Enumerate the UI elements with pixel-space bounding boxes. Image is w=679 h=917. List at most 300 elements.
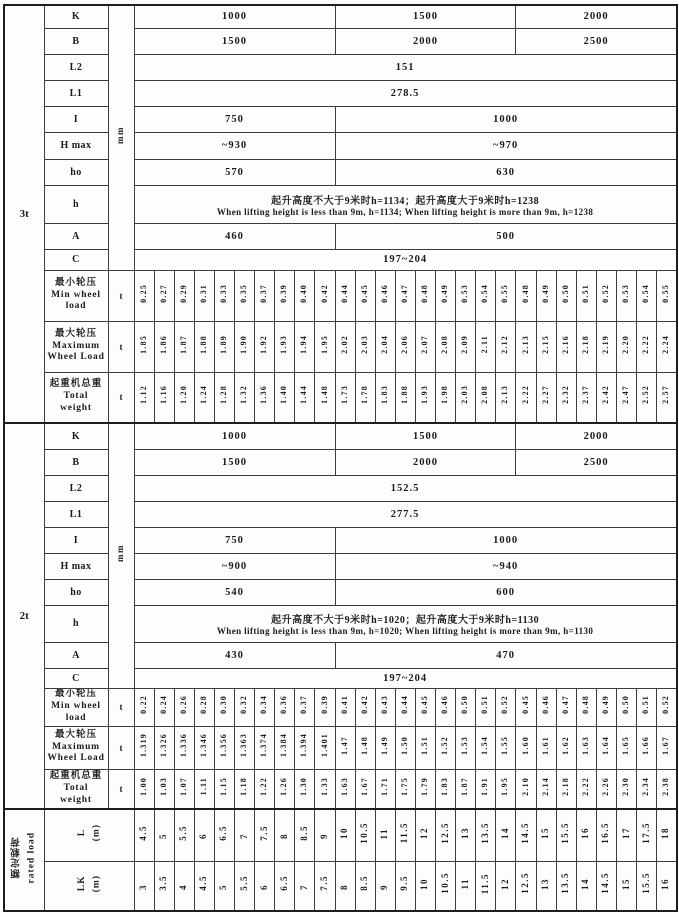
span-value: 13.5 <box>560 872 571 895</box>
load-value-cell <box>154 726 174 769</box>
load-value: 1.48 <box>359 735 369 755</box>
span-value: 16.5 <box>600 821 611 844</box>
load-value-cell <box>435 688 455 726</box>
span-value: 12 <box>419 827 430 840</box>
span-value-cell <box>335 861 355 911</box>
load-value: 0.25 <box>138 283 148 303</box>
unit-t-cell <box>108 688 134 726</box>
span-value: 11 <box>459 878 470 890</box>
load-value-cell <box>134 726 154 769</box>
load-value: 0.40 <box>299 283 309 303</box>
load-value: 1.67 <box>661 735 671 755</box>
load-value-cell <box>295 726 315 769</box>
load-value: 1.85 <box>138 334 148 354</box>
load-value-cell <box>476 688 496 726</box>
load-value-cell <box>214 270 234 321</box>
span-value-cell <box>315 809 335 861</box>
load-value: 1.384 <box>279 733 289 757</box>
load-value: 1.33 <box>319 776 329 796</box>
load-value: 2.04 <box>379 334 389 354</box>
span-value: 10.5 <box>439 872 450 895</box>
load-value: 1.63 <box>580 735 590 755</box>
span-value-cell <box>295 861 315 911</box>
dim-value: 1500 <box>222 35 247 47</box>
load-value: 1.18 <box>239 776 249 796</box>
load-value-cell <box>516 726 536 769</box>
unit-t-cell <box>108 769 134 809</box>
load-value-cell <box>154 321 174 372</box>
load-value: 0.33 <box>219 283 229 303</box>
load-value-cell <box>214 726 234 769</box>
load-value-cell <box>415 726 435 769</box>
dim-value: 2000 <box>583 430 609 442</box>
span-value-cell <box>275 861 295 911</box>
load-value: 1.98 <box>440 385 450 405</box>
span-value: 8 <box>339 883 350 890</box>
load-value: 2.37 <box>580 385 590 405</box>
param-label-cell <box>44 223 108 249</box>
dim-value-cell <box>134 668 677 688</box>
load-value: 2.13 <box>520 334 530 354</box>
load-value: 0.54 <box>641 283 651 303</box>
span-value-cell <box>516 809 536 861</box>
param-label-i: I <box>73 113 79 125</box>
load-value: 1.346 <box>198 733 208 757</box>
span-value-cell <box>154 861 174 911</box>
load-value-cell <box>174 726 194 769</box>
load-row-label-line: Maximum <box>52 340 100 351</box>
load-row-label-line: Min wheel <box>51 701 101 712</box>
load-value: 1.60 <box>520 735 530 755</box>
load-value-cell <box>657 321 677 372</box>
load-value: 0.54 <box>480 283 490 303</box>
dim-value-cell <box>335 28 516 54</box>
load-value-cell <box>576 769 596 809</box>
load-value-cell <box>456 321 476 372</box>
load-value: 0.35 <box>239 283 249 303</box>
load-value: 0.49 <box>440 283 450 303</box>
span-value-cell <box>637 861 657 911</box>
load-value: 2.13 <box>500 385 510 405</box>
load-value-cell <box>476 769 496 809</box>
param-label-b: B <box>72 35 80 47</box>
load-value-cell <box>435 270 455 321</box>
dim-value: 1000 <box>222 11 247 23</box>
load-value: 1.15 <box>219 776 229 796</box>
span-value-cell <box>657 861 677 911</box>
load-value-cell <box>154 769 174 809</box>
load-value-cell <box>375 769 395 809</box>
load-value-cell <box>315 688 335 726</box>
unit-t-label: t <box>119 783 123 794</box>
load-value-cell <box>415 372 435 423</box>
load-value-cell <box>295 270 315 321</box>
dim-value: 600 <box>496 586 515 598</box>
dim-value-cell <box>335 5 516 28</box>
span-value-cell <box>576 809 596 861</box>
load-row-label-line: 最大轮压 <box>54 729 97 740</box>
dim-value: 1000 <box>493 113 519 125</box>
load-value-cell <box>556 726 576 769</box>
load-value-cell <box>174 688 194 726</box>
load-value-cell <box>194 372 214 423</box>
load-value: 1.356 <box>219 733 229 757</box>
dim-value-cell <box>335 106 677 132</box>
dim-value: 2500 <box>583 456 609 468</box>
dim-value: 278.5 <box>390 87 420 99</box>
load-value-cell <box>596 726 616 769</box>
load-value: 1.50 <box>399 735 409 755</box>
load-value: 1.93 <box>279 334 289 354</box>
load-value: 0.50 <box>460 695 470 714</box>
load-row-label-line: Min wheel <box>51 289 101 300</box>
load-value: 1.32 <box>239 385 249 405</box>
param-label-cell <box>44 28 108 54</box>
load-value-cell <box>395 321 415 372</box>
span-value: 15 <box>540 827 551 840</box>
load-value-cell <box>275 688 295 726</box>
load-value-cell <box>355 688 375 726</box>
load-value-cell <box>476 726 496 769</box>
span-label-unit: (m) <box>91 874 101 892</box>
load-value: 0.48 <box>580 695 590 714</box>
unit-mm-cell <box>108 5 134 270</box>
load-value: 1.87 <box>460 776 470 796</box>
span-value: 8.5 <box>298 824 309 841</box>
load-value: 1.88 <box>399 385 409 405</box>
load-value-cell <box>194 321 214 372</box>
load-value: 1.87 <box>178 334 188 354</box>
load-value-cell <box>637 321 657 372</box>
load-value: 1.48 <box>319 385 329 405</box>
load-value: 0.45 <box>359 283 369 303</box>
span-value: 13 <box>540 877 551 890</box>
unit-t-label: t <box>119 341 123 352</box>
load-value: 0.28 <box>198 695 208 714</box>
span-value: 10 <box>419 877 430 890</box>
span-value-cell <box>596 861 616 911</box>
dim-value: 277.5 <box>390 508 420 520</box>
span-value: 11.5 <box>479 872 490 894</box>
span-value-cell <box>315 861 335 911</box>
load-value: 1.62 <box>560 735 570 755</box>
span-value: 14.5 <box>520 821 531 844</box>
load-row-label-cell <box>44 769 108 809</box>
load-value-cell <box>295 372 315 423</box>
load-value-cell <box>657 372 677 423</box>
load-value-cell <box>556 688 576 726</box>
span-value: 12.5 <box>439 821 450 844</box>
load-value-cell <box>496 270 516 321</box>
load-value: 2.47 <box>621 385 631 405</box>
load-value: 1.49 <box>379 735 389 755</box>
unit-t-cell <box>108 372 134 423</box>
load-value-cell <box>435 321 455 372</box>
group-label-2t: 2t <box>19 610 29 622</box>
param-label-h-max: H max <box>60 140 92 151</box>
rated-load-label <box>10 832 39 883</box>
load-value-cell <box>174 769 194 809</box>
load-value: 2.24 <box>661 334 671 354</box>
load-value: 0.42 <box>319 283 329 303</box>
dim-value: 750 <box>225 113 244 125</box>
load-value: 2.57 <box>661 385 671 405</box>
load-value-cell <box>134 769 154 809</box>
param-label-cell <box>44 249 108 270</box>
load-value-cell <box>194 688 214 726</box>
span-value-cell <box>154 809 174 861</box>
dim-value: 540 <box>225 586 244 598</box>
span-value-cell <box>255 809 275 861</box>
span-value-cell <box>536 861 556 911</box>
load-value-cell <box>315 270 335 321</box>
span-label-letter: L <box>76 829 87 837</box>
span-value-cell <box>355 861 375 911</box>
span-value: 5 <box>158 833 169 840</box>
span-value: 3.5 <box>158 875 169 892</box>
span-value-cell <box>174 861 194 911</box>
load-row-label-line: Wheel Load <box>47 352 105 363</box>
dim-value-cell <box>134 223 335 249</box>
span-value-cell <box>395 861 415 911</box>
dim-value: 570 <box>225 166 244 178</box>
load-value-cell <box>355 726 375 769</box>
load-value: 2.18 <box>560 776 570 796</box>
unit-t-cell <box>108 321 134 372</box>
load-value-cell <box>154 270 174 321</box>
load-value-cell <box>516 270 536 321</box>
load-value: 0.39 <box>279 283 289 303</box>
load-value: 1.28 <box>219 385 229 405</box>
span-value-cell <box>214 861 234 911</box>
load-value: 0.48 <box>420 283 430 303</box>
param-label-h: h <box>72 618 80 629</box>
load-value: 0.55 <box>500 283 510 303</box>
param-label-cell <box>44 80 108 106</box>
span-value: 6 <box>198 833 209 840</box>
span-value: 11 <box>379 827 390 840</box>
load-row-label-line: Total <box>63 391 89 402</box>
load-value: 1.64 <box>600 735 610 755</box>
load-value: 0.45 <box>420 695 430 714</box>
span-value-cell <box>335 809 355 861</box>
load-value-cell <box>234 726 254 769</box>
load-value: 0.53 <box>460 283 470 303</box>
load-value: 0.30 <box>219 695 229 714</box>
lifting-height-note-cn: 起升高度不大于9米时h=1134；起升高度大于9米时h=1238 <box>271 195 540 207</box>
span-value-cell <box>295 809 315 861</box>
rated-load-group-cell <box>4 809 44 911</box>
span-value: 4.5 <box>138 824 149 841</box>
load-value: 2.42 <box>600 385 610 405</box>
load-row-label-line: 最大轮压 <box>54 328 97 339</box>
load-value-cell <box>335 688 355 726</box>
rated-load-label-en: rated load <box>26 831 37 884</box>
load-value: 0.44 <box>339 283 349 303</box>
load-value: 1.54 <box>480 735 490 755</box>
load-value-cell <box>375 688 395 726</box>
load-value: 1.12 <box>138 385 148 405</box>
load-value: 0.27 <box>158 283 168 303</box>
span-value: 12 <box>499 877 510 890</box>
param-label-cell <box>44 5 108 28</box>
load-value: 2.18 <box>580 334 590 354</box>
load-value-cell <box>174 372 194 423</box>
load-value-cell <box>214 372 234 423</box>
load-value-cell <box>154 372 174 423</box>
span-value: 7.5 <box>258 824 269 841</box>
load-value: 0.45 <box>520 695 530 714</box>
load-value-cell <box>275 270 295 321</box>
load-value-cell <box>435 726 455 769</box>
load-value-cell <box>536 372 556 423</box>
load-value-cell <box>395 270 415 321</box>
load-value-cell <box>516 321 536 372</box>
dim-value: ~900 <box>221 560 248 572</box>
load-row-label-cell <box>44 372 108 423</box>
load-value: 0.32 <box>239 695 249 714</box>
span-value: 17.5 <box>640 821 651 844</box>
param-label-cell <box>44 553 108 579</box>
dim-value-cell <box>134 423 335 449</box>
load-value: 1.22 <box>259 776 269 796</box>
load-value: 0.47 <box>399 283 409 303</box>
span-value-cell <box>174 809 194 861</box>
load-row-label-line: 起重机总重 <box>49 770 103 781</box>
load-value-cell <box>234 688 254 726</box>
span-value-cell <box>134 861 154 911</box>
span-label-unit: (m) <box>91 824 101 842</box>
load-value: 1.79 <box>420 776 430 796</box>
span-value-cell <box>194 809 214 861</box>
span-value: 5.5 <box>238 875 249 892</box>
load-value-cell <box>255 321 275 372</box>
span-value: 13.5 <box>479 821 490 844</box>
param-label-c: C <box>72 254 80 265</box>
load-value-cell <box>214 769 234 809</box>
load-value: 1.53 <box>460 735 470 755</box>
load-value: 1.24 <box>198 385 208 405</box>
load-value: 0.53 <box>621 283 631 303</box>
load-value-cell <box>536 726 556 769</box>
dim-value-cell <box>134 159 335 185</box>
param-label-cell <box>44 579 108 605</box>
span-value: 5.5 <box>178 824 189 841</box>
span-value-cell <box>556 809 576 861</box>
load-value-cell <box>476 270 496 321</box>
load-value-cell <box>315 321 335 372</box>
load-value: 1.363 <box>239 733 249 757</box>
span-value: 15.5 <box>640 872 651 895</box>
dim-value: 500 <box>496 230 515 242</box>
load-value: 1.51 <box>420 735 430 755</box>
load-value: 2.15 <box>540 334 550 354</box>
span-value-cell <box>496 809 516 861</box>
load-value: 1.86 <box>158 334 168 354</box>
span-value-cell <box>637 809 657 861</box>
span-value-cell <box>234 809 254 861</box>
dim-value-cell <box>134 579 335 605</box>
load-value-cell <box>596 688 616 726</box>
load-value: 0.52 <box>500 695 510 714</box>
load-value: 0.41 <box>339 695 349 714</box>
span-value-cell <box>476 861 496 911</box>
span-value-cell <box>616 861 636 911</box>
dim-value: ~970 <box>493 140 519 151</box>
span-value: 15 <box>620 877 631 890</box>
load-value: 2.22 <box>641 334 651 354</box>
load-value: 2.52 <box>641 385 651 405</box>
load-value-cell <box>576 372 596 423</box>
load-value: 2.08 <box>480 385 490 405</box>
load-value-cell <box>395 726 415 769</box>
dim-value-cell <box>335 423 516 449</box>
load-value-cell <box>476 372 496 423</box>
param-label-cell <box>44 106 108 132</box>
param-label-cell <box>44 605 108 642</box>
load-value-cell <box>395 769 415 809</box>
load-value-cell <box>516 688 536 726</box>
load-value-cell <box>375 726 395 769</box>
param-label-cell <box>44 475 108 501</box>
dim-value-cell <box>134 5 335 28</box>
span-value: 6 <box>258 883 269 890</box>
load-value: 2.30 <box>621 776 631 796</box>
span-value: 6.5 <box>218 824 229 841</box>
load-value-cell <box>275 321 295 372</box>
load-value: 0.46 <box>379 283 389 303</box>
span-value: 7.5 <box>318 875 329 892</box>
load-value-cell <box>355 769 375 809</box>
load-value-cell <box>295 769 315 809</box>
load-value-cell <box>616 726 636 769</box>
dim-value-cell <box>134 249 677 270</box>
dim-value-cell <box>335 132 677 159</box>
dim-value-cell <box>516 423 677 449</box>
load-value: 1.73 <box>339 385 349 405</box>
load-value: 1.91 <box>480 776 490 796</box>
span-value: 17 <box>620 827 631 840</box>
dim-value: 1000 <box>493 534 519 546</box>
load-value: 2.08 <box>440 334 450 354</box>
load-value-cell <box>375 270 395 321</box>
load-row-label-line: 最小轮压 <box>54 689 97 700</box>
load-value-cell <box>435 769 455 809</box>
span-value-cell <box>657 809 677 861</box>
load-value-cell <box>496 769 516 809</box>
load-value-cell <box>234 372 254 423</box>
span-value-cell <box>435 861 455 911</box>
lifting-height-note-cn: 起升高度不大于9米时h=1020；起升高度大于9米时h=1130 <box>271 615 540 626</box>
span-value: 9 <box>318 833 329 840</box>
param-label-cell <box>44 642 108 668</box>
load-value-cell <box>516 372 536 423</box>
load-value-cell <box>234 321 254 372</box>
load-value: 0.43 <box>379 695 389 714</box>
load-value: 1.40 <box>279 385 289 405</box>
span-value: 9.5 <box>399 875 410 892</box>
load-value-cell <box>355 321 375 372</box>
span-value: 10 <box>339 827 350 840</box>
load-value-cell <box>556 321 576 372</box>
load-value: 2.03 <box>359 334 369 354</box>
param-label-cell <box>44 423 108 449</box>
span-value-cell <box>194 861 214 911</box>
load-value-cell <box>174 321 194 372</box>
load-value-cell <box>415 688 435 726</box>
load-value-cell <box>657 769 677 809</box>
span-value-cell <box>375 861 395 911</box>
